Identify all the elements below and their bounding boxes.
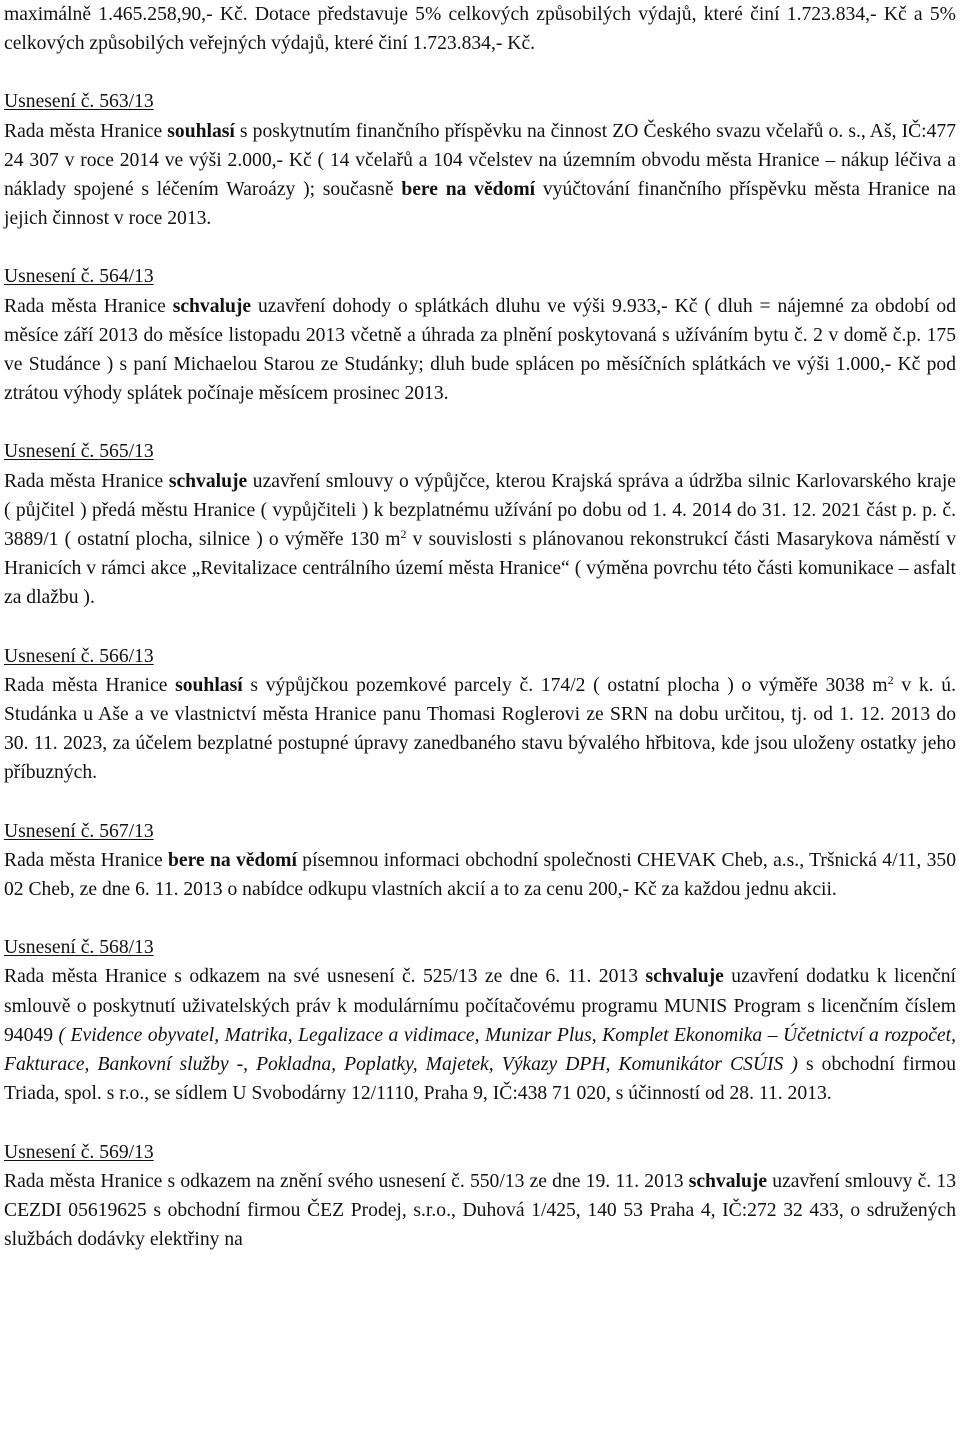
resolution-text: uzavření smlouvy č. 13 CEZDI 05619625 s obchodní firmou ČEZ Prodej, s.r.o., Duhová 1/425, 140 53 Praha 4, IČ:272 32 433, o sdružených službách dodávky elektřiny na — [4, 1170, 956, 1251]
resolution-text: v k. ú. Studánka u Aše a ve vlastnictví města Hranice panu Thomasi Roglerovi ze SRN na dobu určitou, tj. od 1. 12. 2013 do 30. 11. 2023, za účelem bezplatné postupné úpravy zanedbaného stavu bývalého hřbitova, kde jsou uloženy ostatky jeho příbuzných. — [4, 674, 956, 784]
resolution-body-567 — [4, 846, 956, 904]
resolution-body-564 — [4, 292, 956, 409]
resolution-verb: souhlasí — [167, 120, 235, 142]
document-page — [4, 0, 956, 1254]
paragraph-gap — [4, 904, 956, 933]
resolution-body-569 — [4, 1167, 956, 1255]
resolution-heading-565: Usnesení č. 565/13 — [4, 441, 154, 463]
resolution-text: v souvislosti s plánovanou rekonstrukcí části Masarykova náměstí v Hranicích v rámci akce „Revitalizace centrálního území města Hranice“ ( výměna povrchu této části komunikace – asfalt za dlažbu ). — [4, 529, 956, 609]
paragraph-gap — [4, 788, 956, 817]
resolution-body-568 — [4, 962, 956, 1108]
resolution-text: Rada města Hranice — [4, 849, 168, 871]
resolution-text: s obchodní firmou Triada, spol. s r.o., se sídlem U Svobodárny 12/1110, Praha 9, IČ:438 71 020, s účinností od 28. 11. 2013. — [4, 1054, 956, 1105]
resolution-text: písemnou informaci obchodní společnosti CHEVAK Cheb, a.s., Tršnická 4/11, 350 02 Cheb, ze dne 6. 11. 2013 o nabídce odkupu vlastních akcií a to za cenu 200,- Kč za každou jednu akcii. — [4, 849, 957, 901]
resolution-text: uzavření dodatku k licenční smlouvě o poskytnutí uživatelských práv k modulárnímu počítačovému programu MUNIS Program s licenčním číslem 94049 — [4, 966, 956, 1046]
resolution-text: vyúčtování finančního příspěvku města Hranice na jejich činnost v roce 2013. — [4, 179, 956, 230]
resolution-body-566 — [4, 671, 956, 788]
paragraph-gap — [4, 408, 956, 437]
resolution-heading-567: Usnesení č. 567/13 — [4, 820, 154, 842]
paragraph-gap — [4, 233, 956, 262]
resolution-verb: schvaluje — [645, 966, 724, 988]
resolution-text: Rada města Hranice s odkazem na své usnesení č. 525/13 ze dne 6. 11. 2013 — [4, 966, 646, 988]
resolution-text: uzavření smlouvy o výpůjčce, kterou Krajská správa a údržba silnic Karlovarského kraje ( půjčitel ) předá městu Hranice ( vypůjčiteli ) k bezplatnému užívání po dobu od 1. 4. 2014 do 31. 12. 2021 část p. p. č. 3889/1 ( ostatní plocha, silnice ) o výměře 130 m — [4, 470, 956, 551]
resolution-body-563 — [4, 117, 956, 234]
resolution-verb: bere na vědomí — [401, 179, 536, 201]
resolution-text: Rada města Hranice s odkazem na znění svého usnesení č. 550/13 ze dne 19. 11. 2013 — [4, 1170, 689, 1192]
resolution-text: Rada města Hranice — [4, 674, 176, 696]
resolution-verb: schvaluje — [168, 470, 248, 492]
paragraph-gap — [4, 613, 956, 642]
superscript: 2 — [400, 527, 407, 542]
resolution-verb: schvaluje — [172, 295, 252, 317]
resolution-body-565 — [4, 467, 956, 613]
resolution-heading-569: Usnesení č. 569/13 — [4, 1141, 154, 1163]
resolution-text: Rada města Hranice — [4, 470, 169, 492]
resolution-text: Rada města Hranice — [4, 120, 168, 142]
resolution-text: s poskytnutím finančního příspěvku na činnost ZO Českého svazu včelařů o. s., Aš, IČ:477 24 307 v roce 2014 ve výši 2.000,- Kč ( 14 včelařů a 104 včelstev na územním obvodu města Hranice – nákup léčiva a náklady spojené s léčením Waroázy ); současně — [4, 120, 956, 201]
resolution-text: s výpůjčkou pozemkové parcely č. 174/2 ( ostatní plocha ) o výměře 3038 m — [242, 674, 888, 696]
resolution-heading-563: Usnesení č. 563/13 — [4, 91, 154, 113]
resolution-heading-568: Usnesení č. 568/13 — [4, 937, 154, 959]
intro-text: maximálně 1.465.258,90,- Kč. Dotace představuje 5% celkových způsobilých výdajů, které činí 1.723.834,- Kč a 5% celkových způsobilých veřejných výdajů, které činí 1.723.834,- Kč. — [4, 4, 956, 55]
resolution-text: uzavření dohody o splátkách dluhu ve výši 9.933,- Kč ( dluh = nájemné za období od měsíce září 2013 do měsíce listopadu 2013 včetně a úhrada za plnění poskytovaná s užíváním bytu č. 2 v domě č.p. 175 ve Studánce ) s paní Michaelou Starou ze Studánky; dluh bude splácen po měsíčních splátkách ve výši 1.000,- Kč pod ztrátou výhody splátek počínaje měsícem prosinec 2013. — [4, 295, 956, 405]
resolution-text: Rada města Hranice — [4, 295, 173, 317]
module-list: ( Evidence obyvatel, Matrika, Legalizace a vidimace, Munizar Plus, Komplet Ekonomika – Účetnictví a rozpočet, Fakturace, Bankovní služby -, Pokladna, Poplatky, Majetek, Výkazy DPH, Komunikátor CSÚIS ) — [4, 1024, 956, 1076]
paragraph-gap — [4, 1109, 956, 1138]
superscript: 2 — [887, 672, 894, 687]
resolution-verb: bere na vědomí — [167, 849, 297, 871]
resolution-heading-564: Usnesení č. 564/13 — [4, 266, 154, 288]
paragraph-gap — [4, 58, 956, 87]
resolution-verb: schvaluje — [688, 1170, 768, 1192]
resolution-heading-566: Usnesení č. 566/13 — [4, 645, 154, 667]
resolution-verb: souhlasí — [175, 674, 243, 696]
intro-paragraph — [4, 0, 956, 58]
